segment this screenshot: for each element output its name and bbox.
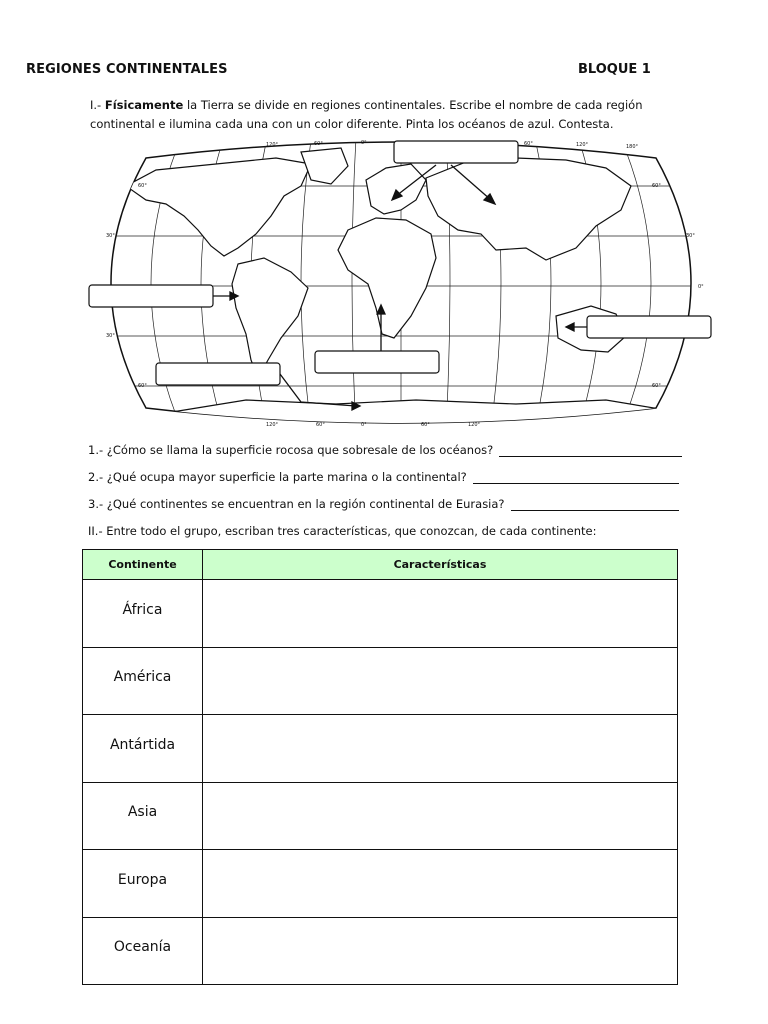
continent-cell: Antártida	[83, 715, 203, 783]
continent-cell: América	[83, 647, 203, 715]
map-bottom-label: 0°	[361, 422, 367, 428]
map-top-label: 120°	[576, 142, 589, 148]
question-3-text: 3.- ¿Qué continentes se encuentran en la región continental de Eurasia?	[88, 497, 505, 511]
map-right-label: 30°	[686, 233, 695, 239]
label-box-africa[interactable]	[315, 351, 439, 373]
question-1-text: 1.- ¿Cómo se llama la superficie rocosa que sobresale de los océanos?	[88, 443, 494, 457]
map-top-label: 60°	[524, 141, 533, 147]
map-right-label: 0°	[698, 284, 704, 290]
column-header-characteristics: Características	[203, 550, 678, 580]
continent-cell: Asia	[83, 782, 203, 850]
question-2-text: 2.- ¿Qué ocupa mayor superficie la parte marina o la continental?	[88, 470, 467, 484]
table-row	[83, 850, 678, 918]
page-header	[26, 62, 650, 77]
characteristics-cell[interactable]	[203, 647, 678, 715]
intro-text: la Tierra se divide en regiones continentales. Escribe el nombre de cada región continental e ilumina cada una con un color diferente. Pinta los océanos de azul. Contesta.	[90, 98, 643, 131]
table-row	[83, 715, 678, 783]
table-row	[83, 647, 678, 715]
worksheet-title: REGIONES CONTINENTALES	[26, 62, 228, 77]
map-top-label: 60°	[314, 141, 323, 147]
answer-line-1[interactable]	[499, 444, 682, 457]
question-3	[88, 497, 679, 511]
question-1	[88, 443, 682, 457]
world-map	[86, 138, 716, 428]
column-header-continent: Continente	[83, 550, 203, 580]
antarctica-shape	[166, 400, 666, 428]
map-left-label: 30°	[106, 233, 115, 239]
characteristics-cell[interactable]	[203, 715, 678, 783]
map-right-label: 60°	[652, 383, 661, 389]
label-box-eurasia[interactable]	[394, 141, 518, 163]
characteristics-cell[interactable]	[203, 782, 678, 850]
map-top-label: 120°	[266, 142, 279, 148]
characteristics-cell[interactable]	[203, 580, 678, 648]
label-box-antarctica[interactable]	[156, 363, 280, 385]
characteristics-table	[82, 549, 678, 985]
table-header-row	[83, 550, 678, 580]
world-map-svg	[86, 138, 716, 428]
characteristics-cell[interactable]	[203, 850, 678, 918]
intro-paragraph	[90, 96, 690, 134]
continent-cell: Europa	[83, 850, 203, 918]
answer-line-3[interactable]	[511, 498, 679, 511]
map-top-label: 0°	[361, 140, 367, 146]
table-row	[83, 917, 678, 985]
table-row	[83, 580, 678, 648]
map-bottom-label: 120°	[468, 422, 481, 428]
map-bottom-label: 120°	[266, 422, 279, 428]
characteristics-cell[interactable]	[203, 917, 678, 985]
map-bottom-label: 60°	[316, 422, 325, 428]
map-left-label: 60°	[138, 183, 147, 189]
answer-line-2[interactable]	[473, 471, 679, 484]
map-right-label: 60°	[652, 183, 661, 189]
map-top-label: 180°	[626, 144, 639, 150]
continent-cell: África	[83, 580, 203, 648]
table-row	[83, 782, 678, 850]
continent-cell: Oceanía	[83, 917, 203, 985]
question-2	[88, 470, 679, 484]
label-box-america[interactable]	[89, 285, 213, 307]
block-label: BLOQUE 1	[578, 62, 651, 77]
section-2-instruction: II.- Entre todo el grupo, escriban tres características, que conozcan, de cada continente:	[88, 524, 597, 538]
map-left-label: 60°	[138, 383, 147, 389]
map-left-label: 30°	[106, 333, 115, 339]
intro-bold-word: Físicamente	[104, 98, 184, 112]
intro-prefix: I.-	[90, 98, 105, 112]
map-bottom-label: 60°	[421, 422, 430, 428]
